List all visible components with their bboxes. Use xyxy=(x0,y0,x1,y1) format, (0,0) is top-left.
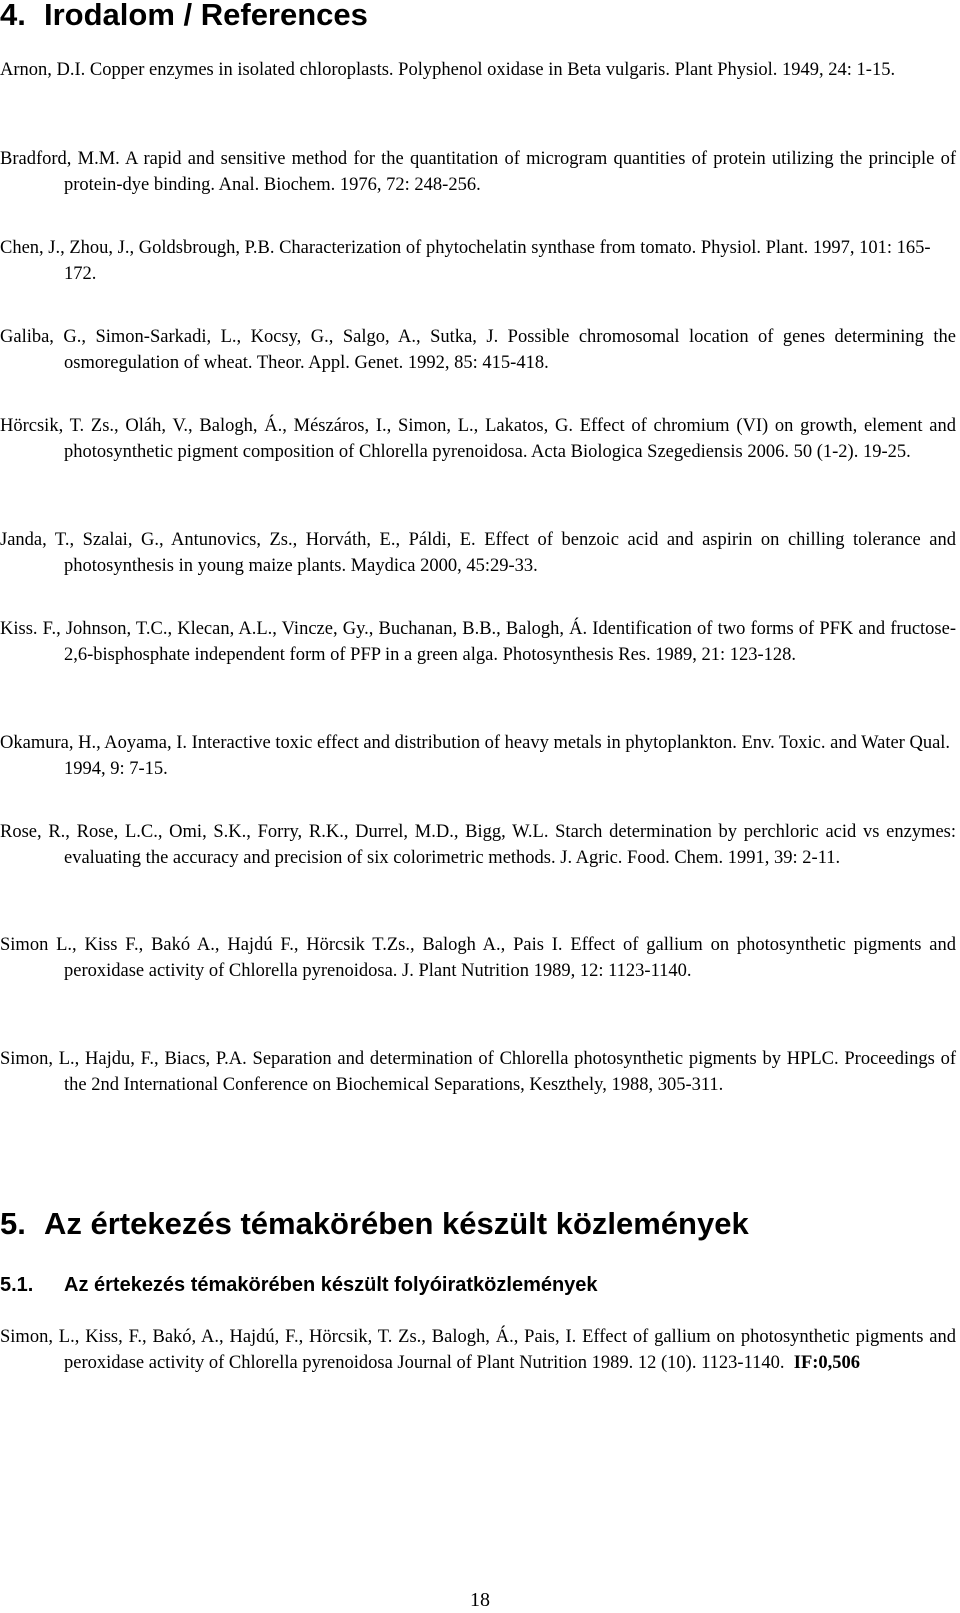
reference-kiss: Kiss. F., Johnson, T.C., Klecan, A.L., Vincze, Gy., Buchanan, B.B., Balogh, Á. Identification of two forms of PFK and fructose-2,6-bisphosphate independent form of PFP in a green alga. Photosynthesis Res. 1989, 21: 123-128. xyxy=(0,619,956,665)
section-4-heading xyxy=(0,0,368,32)
reference-arnon: Arnon, D.I. Copper enzymes in isolated chloroplasts. Polyphenol oxidase in Beta vulgaris. Plant Physiol. 1949, 24: 1-15. xyxy=(0,60,896,80)
reference-simon-1988: Simon, L., Hajdu, F., Biacs, P.A. Separation and determination of Chlorella photosynthetic pigments by HPLC. Proceedings of the 2nd International Conference on Biochemical Separations, Keszthely, 1988, 305-311. xyxy=(0,1049,956,1095)
reference-horcsik: Hörcsik, T. Zs., Oláh, V., Balogh, Á., Mészáros, I., Simon, L., Lakatos, G. Effect of chromium (VI) on growth, element and photosynthetic pigment composition of Chlorella pyrenoidosa. Acta Biologica Szegediensis 2006. 50 (1-2). 19-25. xyxy=(0,416,956,462)
publication-citation: Simon, L., Kiss, F., Bakó, A., Hajdú, F., Hörcsik, T. Zs., Balogh, Á., Pais, I. Effect of gallium on photosynthetic pigments and peroxidase activity of Chlorella pyrenoidosa Journal of Plant Nutrition 1989. 12 (10). 1123-1140. xyxy=(0,1327,956,1373)
reference-chen: Chen, J., Zhou, J., Goldsbrough, P.B. Characterization of phytochelatin synthase from tomato. Physiol. Plant. 1997, 101: 165-172. xyxy=(0,238,931,284)
reference-janda: Janda, T., Szalai, G., Antunovics, Zs., Horváth, E., Páldi, E. Effect of benzoic acid and aspirin on chilling tolerance and photosynthesis in young maize plants. Maydica 2000, 45:29-33. xyxy=(0,530,956,576)
section-5-title: Az értekezés témakörében készült közlemények xyxy=(44,1206,749,1241)
section-4-number: 4. xyxy=(0,0,26,32)
section-5-number: 5. xyxy=(0,1206,26,1241)
section-5-1-number: 5.1. xyxy=(0,1274,34,1296)
section-5-1-heading xyxy=(0,1273,598,1297)
reference-galiba: Galiba, G., Simon-Sarkadi, L., Kocsy, G., Salgo, A., Sutka, J. Possible chromosomal location of genes determining the osmoregulation of wheat. Theor. Appl. Genet. 1992, 85: 415-418. xyxy=(0,327,956,373)
page-number: 18 xyxy=(470,1589,490,1611)
section-5-heading xyxy=(0,1207,749,1241)
reference-okamura: Okamura, H., Aoyama, I. Interactive toxic effect and distribution of heavy metals in phytoplankton. Env. Toxic. and Water Qual. 1994, 9: 7-15. xyxy=(0,733,951,779)
impact-factor: IF:0,506 xyxy=(793,1352,861,1373)
reference-simon-1989: Simon L., Kiss F., Bakó A., Hajdú F., Hörcsik T.Zs., Balogh A., Pais I. Effect of gallium on photosynthetic pigments and peroxidase activity of Chlorella pyrenoidosa. J. Plant Nutrition 1989, 12: 1123-1140. xyxy=(0,935,956,981)
reference-bradford: Bradford, M.M. A rapid and sensitive method for the quantitation of microgram quantities of protein utilizing the principle of protein-dye binding. Anal. Biochem. 1976, 72: 248-256. xyxy=(0,149,956,195)
reference-rose: Rose, R., Rose, L.C., Omi, S.K., Forry, R.K., Durrel, M.D., Bigg, W.L. Starch determination by perchloric acid vs enzymes: evaluating the accuracy and precision of six colorimetric methods. J. Agric. Food. Chem. 1991, 39: 2-11. xyxy=(0,822,956,868)
section-4-title: Irodalom / References xyxy=(44,0,368,32)
section-5-1-title: Az értekezés témakörében készült folyóiratközlemények xyxy=(64,1274,598,1296)
publication-item xyxy=(0,1325,956,1376)
